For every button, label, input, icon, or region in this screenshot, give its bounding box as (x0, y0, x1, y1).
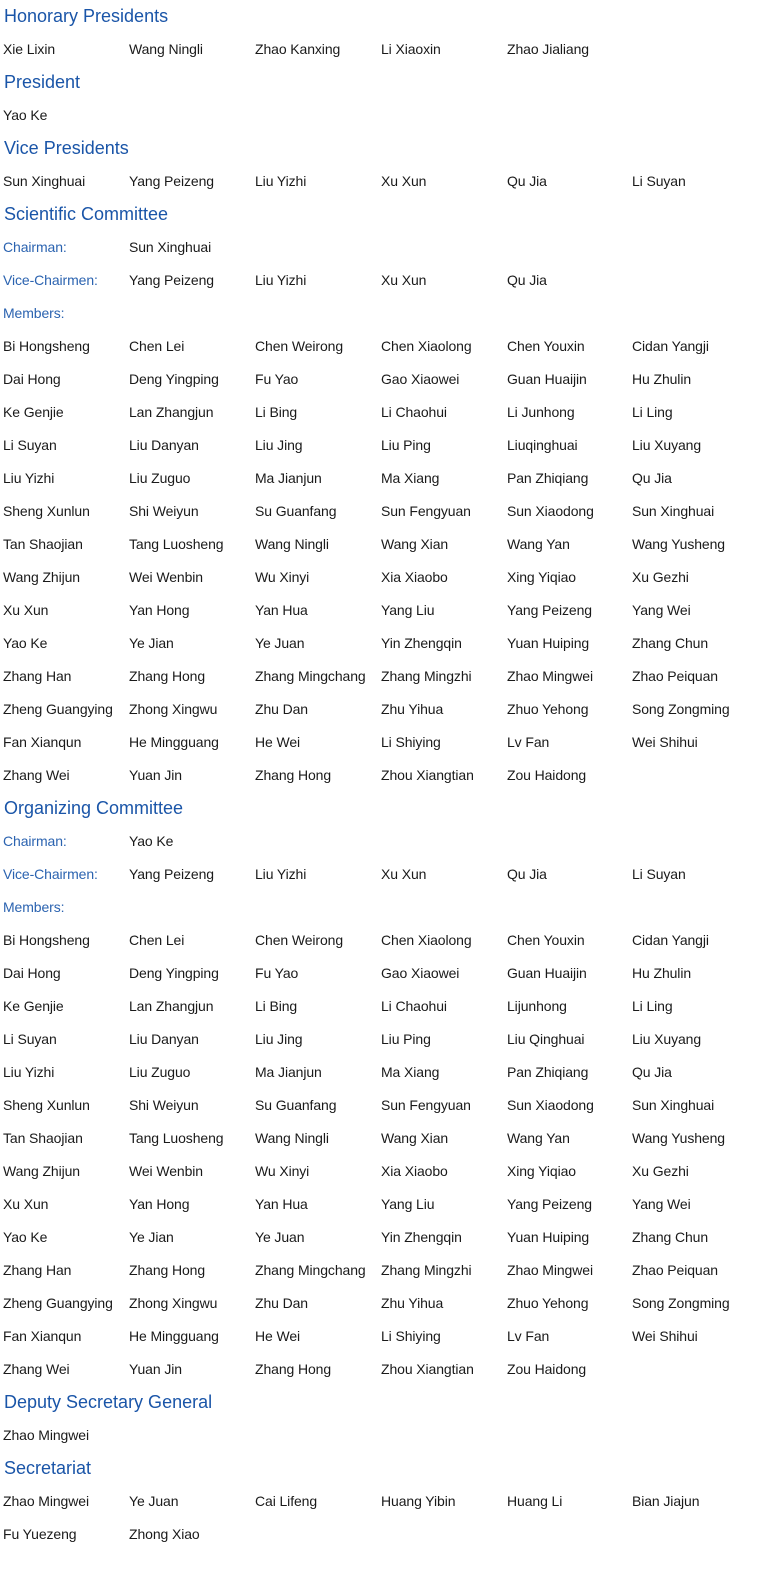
member-name: Zhao Kanxing (255, 41, 341, 57)
name-row (0, 1056, 757, 1089)
member-name: Zhang Wei (3, 1361, 70, 1377)
member-name: Yang Peizeng (129, 173, 214, 189)
member-name: Liu Zuguo (129, 470, 191, 486)
member-name: Ye Juan (255, 635, 305, 651)
member-name: Fu Yuezeng (3, 1526, 77, 1542)
member-name: Shi Weiyun (129, 503, 199, 519)
member-name: Wang Yusheng (632, 1130, 725, 1146)
name-row (0, 627, 757, 660)
member-name: Liu Yizhi (3, 1064, 55, 1080)
name-row (0, 1188, 757, 1221)
member-name: Zhou Xiangtian (381, 1361, 474, 1377)
name-row (0, 1419, 757, 1452)
member-name: Lan Zhangjun (129, 998, 214, 1014)
member-name: Huang Yibin (381, 1493, 456, 1509)
chairman-label: Chairman: (3, 833, 67, 849)
member-name: Chen Xiaolong (381, 932, 472, 948)
member-name: Fu Yao (255, 371, 299, 387)
vice-chairmen-label: Vice-Chairmen: (3, 866, 98, 882)
member-name: Deng Yingping (129, 371, 219, 387)
member-name: Liu Ping (381, 1031, 431, 1047)
member-name: Zou Haidong (507, 1361, 587, 1377)
member-name: Zhu Yihua (381, 701, 444, 717)
vice-chairman-name: Xu Xun (381, 866, 427, 882)
member-name: Chen Lei (129, 932, 185, 948)
member-name: Yang Peizeng (507, 1196, 592, 1212)
name-row (0, 957, 757, 990)
section-heading-line (0, 0, 757, 33)
member-name: Yang Wei (632, 1196, 691, 1212)
member-name: Wu Xinyi (255, 569, 310, 585)
member-name: Xia Xiaobo (381, 569, 448, 585)
member-name: Zhu Dan (255, 701, 308, 717)
member-name: Zheng Guangying (3, 701, 113, 717)
member-name: Liu Danyan (129, 437, 199, 453)
member-name: Cidan Yangji (632, 338, 709, 354)
members-label-row (0, 891, 757, 924)
name-row (0, 528, 757, 561)
member-name: Tang Luosheng (129, 1130, 224, 1146)
member-name: Zhang Mingzhi (381, 1262, 472, 1278)
member-name: Ke Genjie (3, 998, 64, 1014)
member-name: Wang Ningli (255, 536, 329, 552)
name-row (0, 396, 757, 429)
member-name: Wang Zhijun (3, 1163, 80, 1179)
chairman-name: Sun Xinghuai (129, 239, 212, 255)
member-name: Liu Yizhi (255, 173, 307, 189)
name-row (0, 660, 757, 693)
member-name: Yao Ke (3, 107, 48, 123)
member-name: Li Bing (255, 404, 298, 420)
member-name: Cai Lifeng (255, 1493, 318, 1509)
member-name: Yuan Jin (129, 767, 182, 783)
member-name: Chen Youxin (507, 932, 585, 948)
section-heading-scientific-committee: Scientific Committee (4, 204, 169, 224)
member-name: Ye Juan (129, 1493, 179, 1509)
name-row (0, 924, 757, 957)
vice-chairman-name: Yang Peizeng (129, 866, 214, 882)
member-name: Xie Lixin (3, 41, 56, 57)
member-name: Liu Danyan (129, 1031, 199, 1047)
name-row (0, 429, 757, 462)
member-name: Huang Li (507, 1493, 563, 1509)
member-name: Wang Xian (381, 1130, 449, 1146)
member-name: Li Chaohui (381, 998, 447, 1014)
member-name: Sun Xinghuai (3, 173, 86, 189)
member-name: Ma Xiang (381, 1064, 440, 1080)
section-heading-line (0, 1386, 757, 1419)
member-name: Zhou Xiangtian (381, 767, 474, 783)
member-name: Fan Xianqun (3, 1328, 82, 1344)
member-name: Bi Hongsheng (3, 338, 90, 354)
member-name: Zhang Hong (129, 1262, 206, 1278)
member-name: Gao Xiaowei (381, 371, 460, 387)
member-name: Liu Jing (255, 437, 303, 453)
member-name: Liu Xuyang (632, 1031, 702, 1047)
member-name: Xing Yiqiao (507, 569, 576, 585)
member-name: Li Shiying (381, 734, 441, 750)
name-row (0, 1320, 757, 1353)
vice-chairman-name: Qu Jia (507, 272, 547, 288)
member-name: Xu Xun (3, 1196, 49, 1212)
member-name: Zheng Guangying (3, 1295, 113, 1311)
member-name: Gao Xiaowei (381, 965, 460, 981)
chairman-label: Chairman: (3, 239, 67, 255)
member-name: Yan Hong (129, 1196, 190, 1212)
member-name: Yang Liu (381, 1196, 435, 1212)
member-name: Sheng Xunlun (3, 503, 90, 519)
member-name: Wang Yan (507, 536, 570, 552)
member-name: Dai Hong (3, 965, 61, 981)
section-heading-line (0, 792, 757, 825)
member-name: Sun Xinghuai (632, 1097, 715, 1113)
member-name: Sun Xiaodong (507, 503, 594, 519)
member-name: Wang Yan (507, 1130, 570, 1146)
member-name: Qu Jia (632, 1064, 672, 1080)
member-name: Zhao Jialiang (507, 41, 589, 57)
member-name: Zhang Chun (632, 1229, 709, 1245)
member-name: Sun Fengyuan (381, 1097, 471, 1113)
member-name: Lan Zhangjun (129, 404, 214, 420)
member-name: Chen Weirong (255, 338, 344, 354)
member-name: Li Xiaoxin (381, 41, 441, 57)
member-name: Zhang Chun (632, 635, 709, 651)
member-name: Deng Yingping (129, 965, 219, 981)
member-name: Wang Zhijun (3, 569, 80, 585)
member-name: Dai Hong (3, 371, 61, 387)
member-name: Yang Liu (381, 602, 435, 618)
section-heading-vice-presidents: Vice Presidents (4, 138, 129, 158)
member-name: Zhuo Yehong (507, 1295, 589, 1311)
member-name: Liu Qinghuai (507, 1031, 585, 1047)
member-name: Tan Shaojian (3, 1130, 83, 1146)
member-name: Su Guanfang (255, 503, 337, 519)
member-name: Zhang Hong (129, 668, 206, 684)
member-name: Li Junhong (507, 404, 575, 420)
member-name: Lv Fan (507, 734, 550, 750)
member-name: Yin Zhengqin (381, 635, 462, 651)
member-name: Yao Ke (3, 635, 48, 651)
name-row (0, 693, 757, 726)
member-name: Wang Ningli (255, 1130, 329, 1146)
chairman-name: Yao Ke (129, 833, 174, 849)
vice-chairman-name: Xu Xun (381, 272, 427, 288)
member-name: Zhao Peiquan (632, 1262, 718, 1278)
name-row (0, 495, 757, 528)
member-name: Zhang Mingchang (255, 668, 366, 684)
member-name: Qu Jia (507, 173, 547, 189)
member-name: Yin Zhengqin (381, 1229, 462, 1245)
section-heading-line (0, 66, 757, 99)
name-row (0, 1155, 757, 1188)
name-row (0, 1353, 757, 1386)
section-heading-deputy-secretary-general: Deputy Secretary General (4, 1392, 213, 1412)
member-name: Zhong Xiao (129, 1526, 200, 1542)
member-name: Pan Zhiqiang (507, 1064, 589, 1080)
member-name: Hu Zhulin (632, 371, 692, 387)
member-name: Guan Huaijin (507, 371, 587, 387)
member-name: He Mingguang (129, 734, 219, 750)
member-name: Liu Ping (381, 437, 431, 453)
members-label: Members: (3, 305, 65, 321)
name-row (0, 462, 757, 495)
member-name: Li Ling (632, 404, 673, 420)
name-row (0, 759, 757, 792)
member-name: Tang Luosheng (129, 536, 224, 552)
member-name: Zhong Xingwu (129, 1295, 218, 1311)
member-name: Li Ling (632, 998, 673, 1014)
member-name: Ma Xiang (381, 470, 440, 486)
section-heading-line (0, 132, 757, 165)
member-name: Sheng Xunlun (3, 1097, 90, 1113)
member-name: Zhu Yihua (381, 1295, 444, 1311)
member-name: Li Shiying (381, 1328, 441, 1344)
member-name: Guan Huaijin (507, 965, 587, 981)
member-name: Hu Zhulin (632, 965, 692, 981)
vice-chairmen-label: Vice-Chairmen: (3, 272, 98, 288)
member-name: Zhao Mingwei (507, 668, 593, 684)
member-name: Fan Xianqun (3, 734, 82, 750)
name-row (0, 990, 757, 1023)
member-name: Tan Shaojian (3, 536, 83, 552)
member-name: Chen Weirong (255, 932, 344, 948)
member-name: Yang Peizeng (507, 602, 592, 618)
member-name: Zhang Mingzhi (381, 668, 472, 684)
member-name: Zhao Mingwei (3, 1493, 89, 1509)
name-row (0, 726, 757, 759)
member-name: Pan Zhiqiang (507, 470, 589, 486)
member-name: Lijunhong (507, 998, 567, 1014)
member-name: Li Suyan (3, 437, 57, 453)
member-name: Liu Jing (255, 1031, 303, 1047)
member-name: Ma Jianjun (255, 470, 322, 486)
vice-chairman-name: Liu Yizhi (255, 866, 307, 882)
member-name: Sun Xinghuai (632, 503, 715, 519)
member-name: Cidan Yangji (632, 932, 709, 948)
members-label-row (0, 297, 757, 330)
member-name: Zhong Xingwu (129, 701, 218, 717)
member-name: Wu Xinyi (255, 1163, 310, 1179)
member-name: Bi Hongsheng (3, 932, 90, 948)
member-name: Xu Gezhi (632, 1163, 689, 1179)
member-name: Xu Xun (3, 602, 49, 618)
member-name: Wang Yusheng (632, 536, 725, 552)
member-name: Yuan Jin (129, 1361, 182, 1377)
vice-chairman-name: Liu Yizhi (255, 272, 307, 288)
member-name: Yan Hua (255, 1196, 308, 1212)
name-row (0, 1485, 757, 1518)
name-row (0, 363, 757, 396)
member-name: Xing Yiqiao (507, 1163, 576, 1179)
vice-chairman-name: Qu Jia (507, 866, 547, 882)
section-heading-organizing-committee: Organizing Committee (4, 798, 184, 818)
name-row (0, 1089, 757, 1122)
name-row (0, 330, 757, 363)
member-name: Wang Ningli (129, 41, 203, 57)
member-name: Ke Genjie (3, 404, 64, 420)
section-heading-secretariat: Secretariat (4, 1458, 92, 1478)
member-name: Li Bing (255, 998, 298, 1014)
member-name: Xu Xun (381, 173, 427, 189)
member-name: Liu Zuguo (129, 1064, 191, 1080)
name-row (0, 1023, 757, 1056)
member-name: Zhu Dan (255, 1295, 308, 1311)
member-name: Li Suyan (632, 173, 686, 189)
member-name: Sun Xiaodong (507, 1097, 594, 1113)
member-name: Xu Gezhi (632, 569, 689, 585)
member-name: Xia Xiaobo (381, 1163, 448, 1179)
name-row (0, 165, 757, 198)
member-name: Chen Lei (129, 338, 185, 354)
name-row (0, 1221, 757, 1254)
member-name: Lv Fan (507, 1328, 550, 1344)
member-name: Yan Hong (129, 602, 190, 618)
vice-chairmen-row (0, 858, 757, 891)
member-name: Ye Juan (255, 1229, 305, 1245)
vice-chairman-name: Li Suyan (632, 866, 686, 882)
chairman-row (0, 825, 757, 858)
vice-chairmen-row (0, 264, 757, 297)
member-name: Yao Ke (3, 1229, 48, 1245)
member-name: Liuqinghuai (507, 437, 578, 453)
member-name: Ye Jian (129, 1229, 174, 1245)
member-name: Yuan Huiping (507, 635, 590, 651)
member-name: Li Chaohui (381, 404, 447, 420)
member-name: Song Zongming (632, 1295, 730, 1311)
name-row (0, 99, 757, 132)
member-name: Zhao Mingwei (507, 1262, 593, 1278)
name-row (0, 1122, 757, 1155)
name-row (0, 1254, 757, 1287)
member-name: Zhuo Yehong (507, 701, 589, 717)
member-name: Fu Yao (255, 965, 299, 981)
member-name: Chen Youxin (507, 338, 585, 354)
member-name: Zhang Mingchang (255, 1262, 366, 1278)
member-name: Liu Xuyang (632, 437, 702, 453)
member-name: He Mingguang (129, 1328, 219, 1344)
member-name: Yang Wei (632, 602, 691, 618)
member-name: Zou Haidong (507, 767, 587, 783)
member-name: Shi Weiyun (129, 1097, 199, 1113)
chairman-row (0, 231, 757, 264)
member-name: Zhao Peiquan (632, 668, 718, 684)
member-name: Wei Shihui (632, 734, 698, 750)
member-name: He Wei (255, 734, 301, 750)
name-row (0, 33, 757, 66)
member-name: Yan Hua (255, 602, 308, 618)
member-name: Zhang Han (3, 1262, 72, 1278)
section-heading-president: President (4, 72, 81, 92)
member-name: Zhao Mingwei (3, 1427, 89, 1443)
member-name: Ye Jian (129, 635, 174, 651)
member-name: Wang Xian (381, 536, 449, 552)
member-name: Zhang Wei (3, 767, 70, 783)
member-name: Yuan Huiping (507, 1229, 590, 1245)
member-name: Zhang Hong (255, 767, 332, 783)
section-heading-line (0, 198, 757, 231)
member-name: Qu Jia (632, 470, 672, 486)
section-heading-honorary-presidents: Honorary Presidents (4, 6, 169, 26)
members-label: Members: (3, 899, 65, 915)
name-row (0, 561, 757, 594)
member-name: Chen Xiaolong (381, 338, 472, 354)
section-heading-line (0, 1452, 757, 1485)
name-row (0, 1518, 757, 1551)
member-name: He Wei (255, 1328, 301, 1344)
member-name: Zhang Hong (255, 1361, 332, 1377)
member-name: Song Zongming (632, 701, 730, 717)
member-name: Li Suyan (3, 1031, 57, 1047)
member-name: Su Guanfang (255, 1097, 337, 1113)
name-row (0, 594, 757, 627)
member-name: Sun Fengyuan (381, 503, 471, 519)
member-name: Liu Yizhi (3, 470, 55, 486)
member-name: Wei Shihui (632, 1328, 698, 1344)
vice-chairman-name: Yang Peizeng (129, 272, 214, 288)
member-name: Bian Jiajun (632, 1493, 700, 1509)
member-name: Wei Wenbin (129, 1163, 203, 1179)
member-name: Zhang Han (3, 668, 72, 684)
member-name: Wei Wenbin (129, 569, 203, 585)
member-name: Ma Jianjun (255, 1064, 322, 1080)
name-row (0, 1287, 757, 1320)
